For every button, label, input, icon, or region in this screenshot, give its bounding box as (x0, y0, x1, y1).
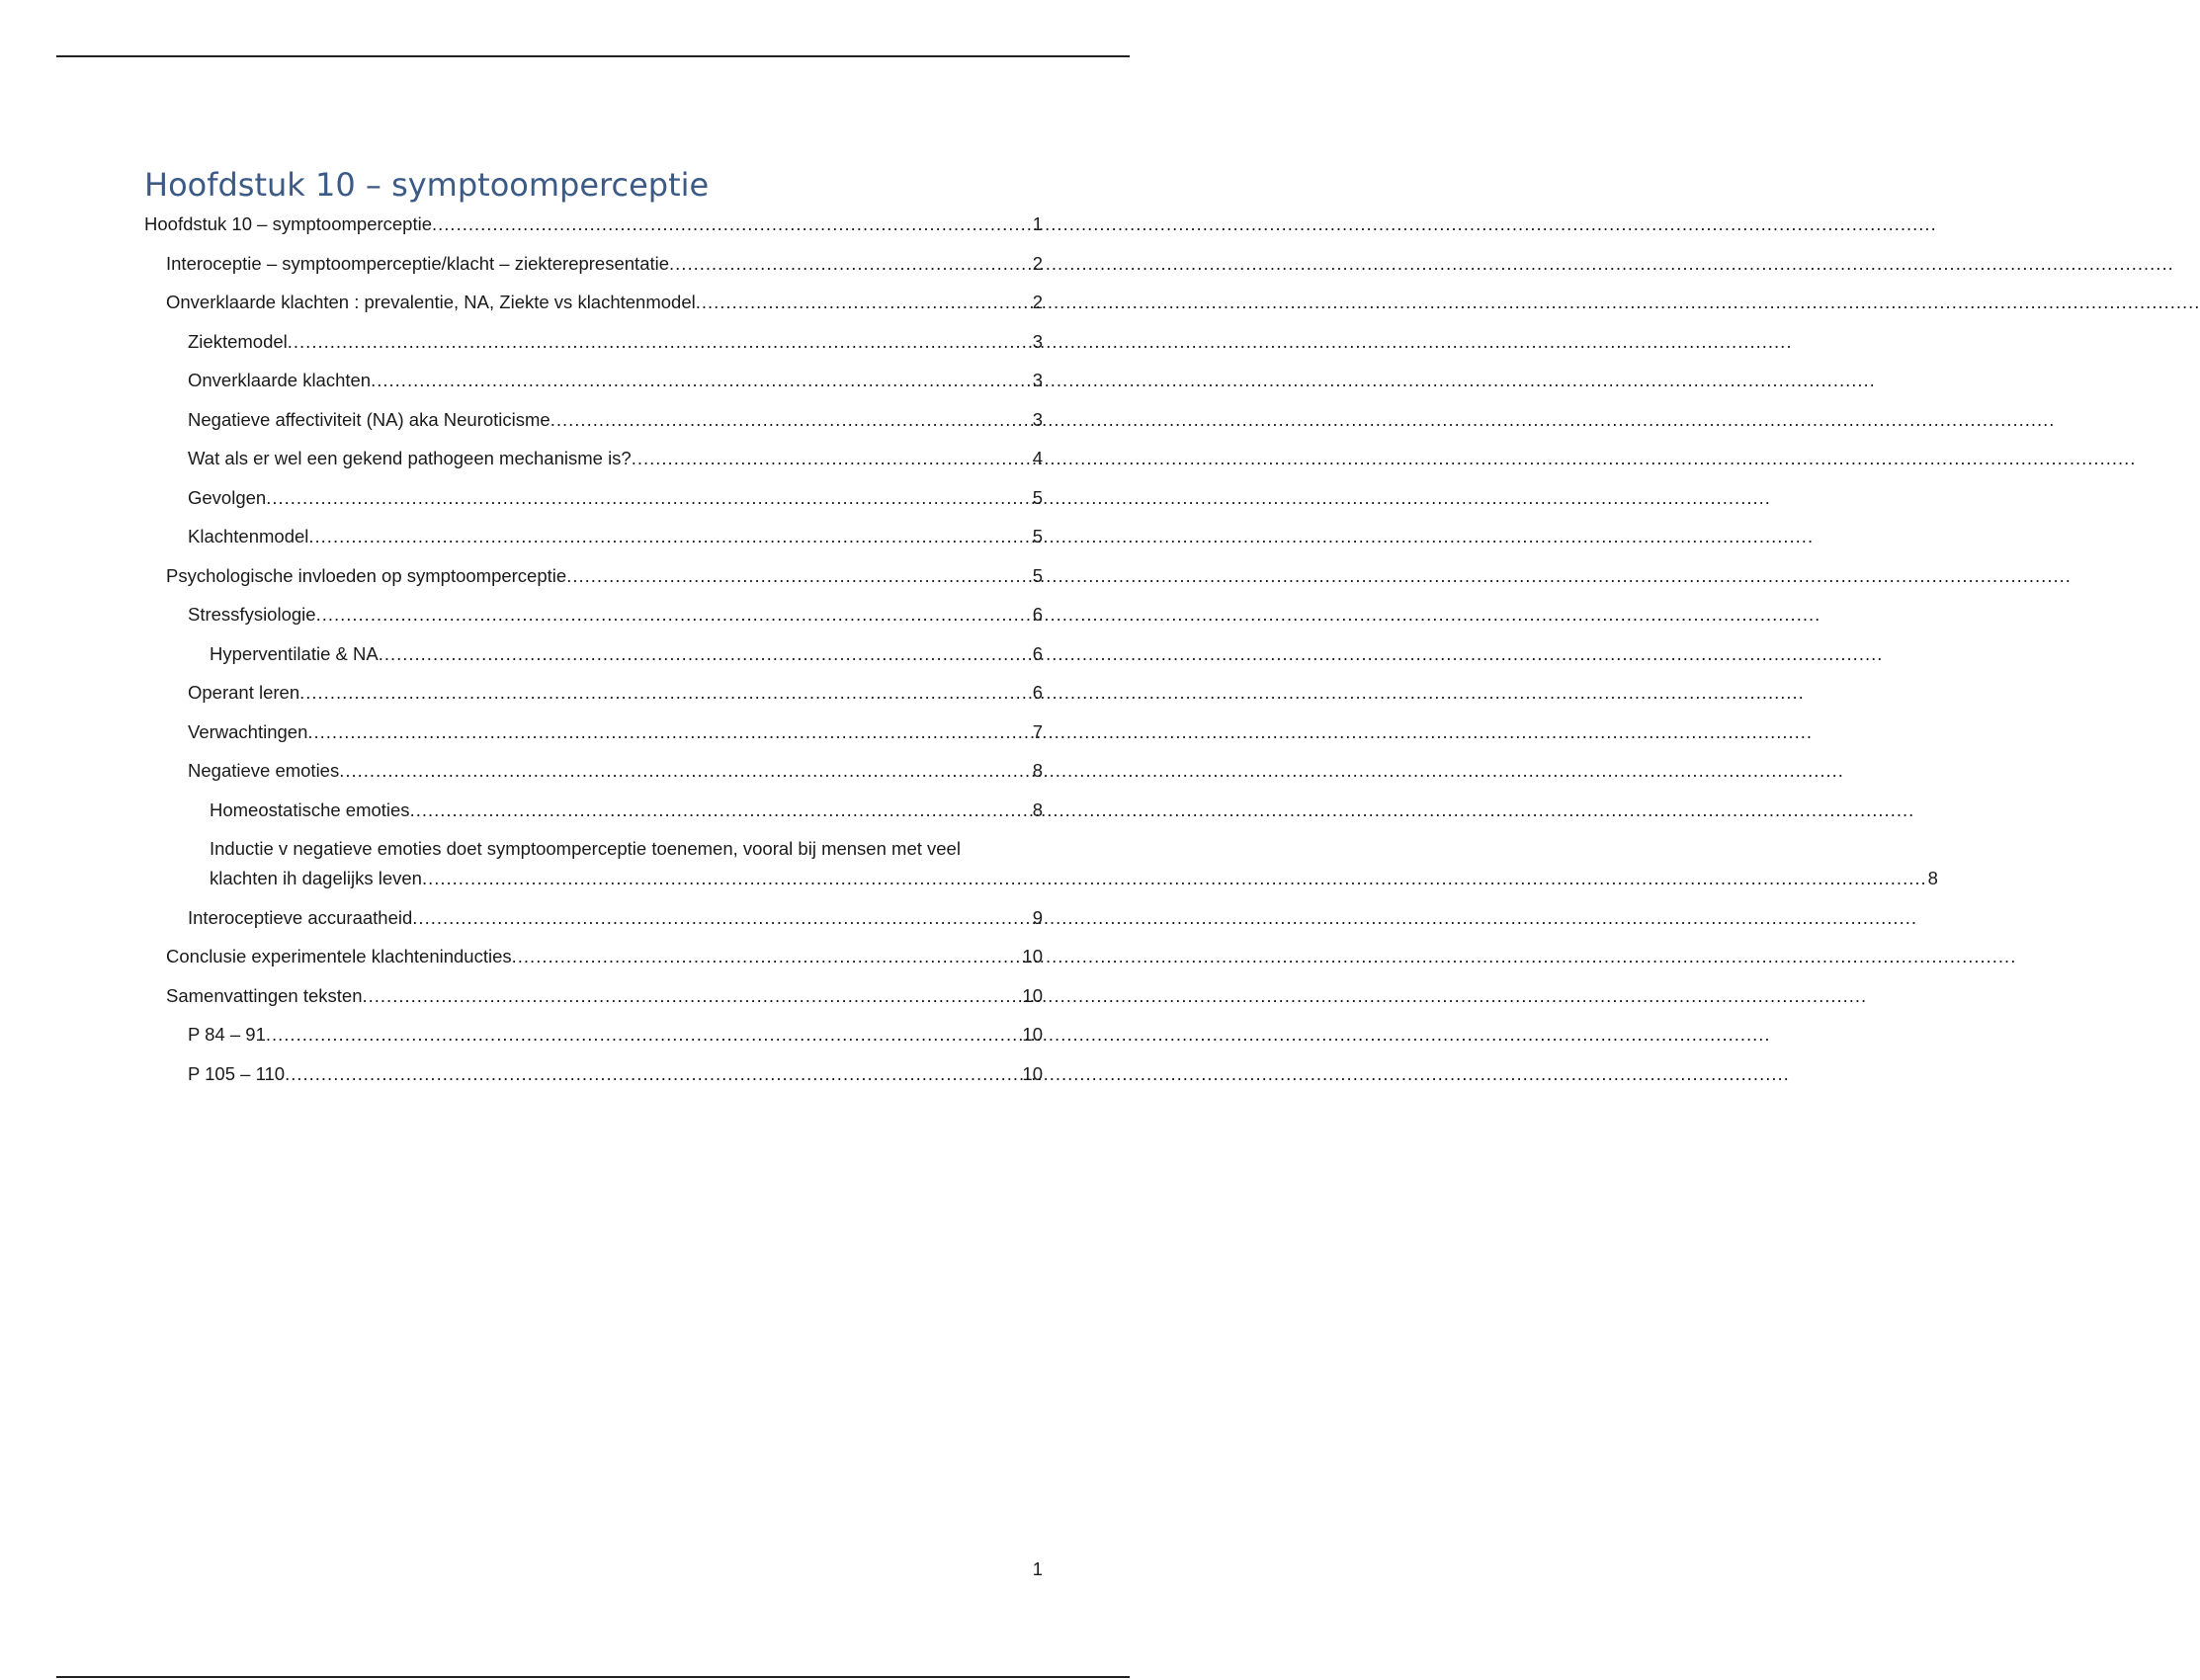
toc-entry-page: 3 (1032, 408, 1043, 430)
toc-entry-page: 6 (1032, 604, 1043, 625)
toc-entry[interactable] (144, 327, 1043, 357)
toc-entry-page: 1 (1032, 213, 1043, 234)
toc-entry-label: Samenvattingen teksten (166, 984, 363, 1006)
toc-entry-page: 10 (1022, 984, 1043, 1006)
toc-dot-leader (266, 483, 1032, 513)
toc-entry-page: 10 (1022, 1024, 1043, 1045)
toc-dot-leader (266, 1020, 1022, 1050)
toc-entry-label: Psychologische invloeden op symptoomperceptie (166, 564, 567, 586)
toc-entry[interactable] (144, 366, 1043, 395)
toc-entry-label: Onverklaarde klachten : prevalentie, NA, Ziekte vs klachtenmodel (166, 292, 696, 312)
toc-dot-leader (288, 327, 1032, 357)
toc-dot-leader (696, 288, 1032, 317)
toc-entry[interactable] (144, 717, 1043, 747)
toc-entry-page: 8 (1032, 760, 1043, 781)
toc-dot-leader (669, 249, 1032, 279)
toc-entry[interactable] (144, 678, 1043, 708)
toc-entry-page: 2 (1032, 292, 1043, 312)
toc-entry[interactable] (144, 796, 1043, 825)
toc-entry[interactable] (144, 600, 1043, 630)
toc-entry-page: 3 (1032, 370, 1043, 390)
toc-entry-page: 8 (1032, 798, 1043, 820)
toc-entry-label: P 105 – 110 (188, 1062, 286, 1084)
toc-entry[interactable] (144, 405, 1043, 435)
table-of-contents (144, 210, 1938, 1089)
footer-rule (56, 1676, 1130, 1678)
toc-entry-label: Interoceptie – symptoomperceptie/klacht – ziekterepresentatie (166, 252, 670, 274)
toc-entry-label: Hoofdstuk 10 – symptoomperceptie (144, 213, 433, 234)
toc-entry-page: 7 (1032, 720, 1043, 742)
toc-entry-label: Conclusie experimentele klachteninducties (166, 946, 512, 966)
toc-entry[interactable] (144, 288, 1043, 317)
document-title: Hoofdstuk 10 – symptoomperceptie (144, 166, 710, 204)
toc-entry[interactable] (144, 522, 1043, 551)
toc-entry[interactable] (144, 561, 1043, 591)
toc-entry-label: Verwachtingen (188, 720, 308, 742)
toc-entry-label: Operant leren (188, 682, 300, 703)
toc-dot-leader (550, 405, 1032, 435)
toc-entry-label-continued: klachten ih dagelijks leven (210, 868, 422, 888)
toc-dot-leader (363, 981, 1022, 1011)
toc-entry-page: 6 (1032, 682, 1043, 703)
toc-entry-page: 10 (1022, 1062, 1043, 1084)
toc-entry[interactable] (144, 210, 1043, 239)
page-content (144, 162, 1938, 1098)
header-rule (56, 55, 1130, 57)
toc-entry[interactable] (144, 942, 1043, 971)
toc-dot-leader (339, 756, 1031, 786)
toc-entry-page: 3 (1032, 330, 1043, 352)
toc-dot-leader (371, 366, 1032, 395)
toc-entry[interactable] (144, 981, 1043, 1011)
toc-dot-leader (566, 561, 1032, 591)
toc-dot-leader (379, 639, 1032, 669)
toc-entry-label: Negatieve affectiviteit (NA) aka Neuroticisme (188, 408, 550, 430)
toc-dot-leader (512, 942, 1022, 971)
toc-entry-page: 5 (1032, 486, 1043, 508)
toc-entry-page: 5 (1032, 526, 1043, 546)
toc-entry-label: Wat als er wel een gekend pathogeen mechanisme is? (188, 448, 632, 468)
toc-entry-label: Homeostatische emoties (210, 798, 410, 820)
toc-dot-leader (632, 444, 1032, 473)
toc-entry-page: 8 (1927, 868, 1938, 888)
toc-dot-leader (285, 1059, 1021, 1089)
toc-dot-leader (410, 796, 1032, 825)
toc-entry-label: Gevolgen (188, 486, 267, 508)
toc-entry-label: Inductie v negatieve emoties doet symptoomperceptie toenemen, vooral bij mensen met veel (210, 838, 961, 859)
toc-dot-leader (299, 678, 1032, 708)
toc-entry[interactable] (144, 834, 1938, 893)
toc-dot-leader (432, 210, 1032, 239)
toc-entry-label: Ziektemodel (188, 330, 288, 352)
toc-dot-leader (308, 522, 1031, 551)
toc-entry-page: 5 (1032, 564, 1043, 586)
toc-entry[interactable] (144, 639, 1043, 669)
toc-entry[interactable] (144, 903, 1043, 933)
toc-entry-label: P 84 – 91 (188, 1024, 266, 1045)
toc-entry-label: Hyperventilatie & NA (210, 642, 379, 664)
toc-entry-page: 6 (1032, 642, 1043, 664)
toc-entry-label: Interoceptieve accuraatheid (188, 906, 413, 928)
toc-entry-page: 9 (1032, 906, 1043, 928)
toc-entry[interactable] (144, 444, 1043, 473)
toc-dot-leader (316, 600, 1032, 630)
toc-dot-leader (307, 717, 1031, 747)
toc-entry[interactable] (144, 249, 1043, 279)
toc-dot-leader (412, 903, 1031, 933)
toc-entry[interactable] (144, 483, 1043, 513)
toc-entry-label: Negatieve emoties (188, 760, 340, 781)
toc-entry-page: 4 (1032, 448, 1043, 468)
page-number: 1 (1032, 1558, 1043, 1579)
toc-entry-page: 10 (1022, 946, 1043, 966)
toc-entry-label: Stressfysiologie (188, 604, 316, 625)
toc-entry-page: 2 (1032, 252, 1043, 274)
toc-entry[interactable] (144, 1059, 1043, 1089)
toc-entry-label: Onverklaarde klachten (188, 370, 372, 390)
toc-entry[interactable] (144, 756, 1043, 786)
toc-entry[interactable] (144, 1020, 1043, 1050)
toc-entry-label: Klachtenmodel (188, 526, 309, 546)
toc-dot-leader (422, 864, 1927, 893)
